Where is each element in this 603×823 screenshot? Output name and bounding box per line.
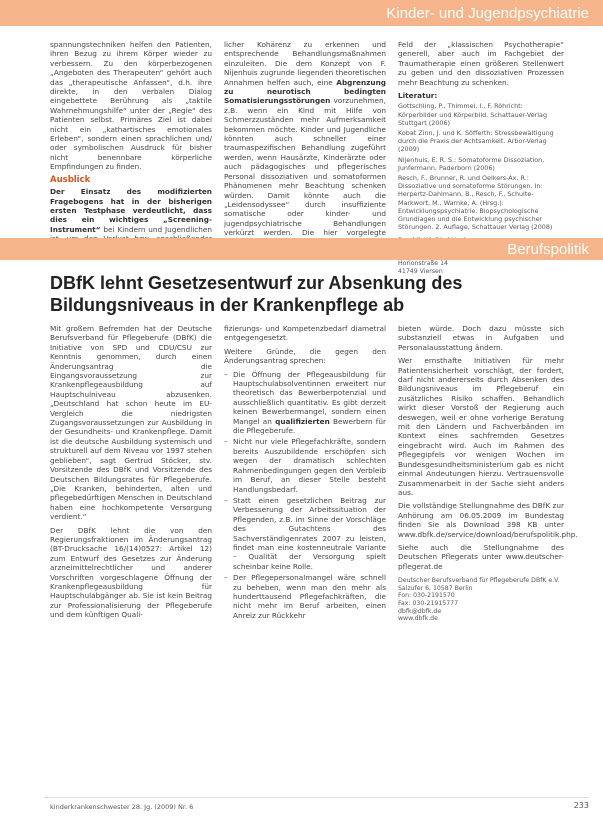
article-col2-paragraph-2: Weitere Gründe, die gegen den Änderungsantrag sprechen: [224, 346, 386, 366]
article-headline: DBfK lehnt Gesetzesentwurf zur Absenkung des Bildungsniveaus in der Krankenpflege ab [50, 273, 463, 315]
top-column-1 [50, 40, 212, 250]
address-line: 41749 Viersen [398, 267, 443, 275]
section-band-top [0, 0, 603, 26]
section-band-berufspolitik [0, 238, 603, 260]
literature-heading: Literatur: [398, 91, 438, 101]
address-line: Horionstraße 14 [398, 260, 448, 268]
address-line: Salzufer 6, 10587 Berlin [398, 584, 473, 592]
address-line: Fax: 030-21915777 [398, 599, 459, 607]
top-col2-paragraph-1: licher Kohärenz zu erkennen und entsprechende Behandlungsmaßnahmen einzuleiten. Die dem Konzept von F. Nijenhuis zugrunde liegenden theoretischen Annahmen helfen auch, eine Abgrenzung zu neurotisch bedingten Somatisierungsstörungen vorzunehmen, z.B. wenn ein Kind mit Hilfe von Schmerzzuständen mehr Aufmerksamkeit bekommen möchte. Kinder und Jugendliche könnten auch schneller einer traumaspezifischen Behandlung zugeführt werden, wenn Hausärzte, Kinderärzte oder auch pädagogisches und pflegerisches Personal dissoziativen und somatoformen Phänomenen mehr Beachtung schenken würden. Damit könnte auch die „Leidensodyssee“ durch insuffiziente somatische oder kinder- und jugendpsychiatrische Behandlungen verkürzt werden. Die hier vorgelegte [224, 40, 386, 238]
ausblick-heading: Ausblick [50, 174, 91, 185]
address-line: dbfk@dbfk.de [398, 607, 442, 615]
journal-citation: kinderkrankenschwester 28. Jg. (2009) Nr. 6 [50, 803, 194, 811]
literature-ref: Resch, F., Brunner, R. und Oelkers-Ax, R.: Dissoziative und somatoforme Störungen. In: Herpertz-Dahlmann, B., Resch, F., Schulte-Markwort, M., Warnke, A. (Hrsg.): Entwicklungspsychiatrie. Biopsychologische Grundlagen und die Entwicklung psychischer Störungen. 2. Auflage, Schattauer Verlag (2008) [398, 174, 553, 232]
article-column-2 [224, 324, 386, 794]
list-item: – Statt einen gesetzlichen Beitrag zur Verbesserung der Arbeitssituation der Pflegenden, z.B. im Sinne der Vorschläge des Gutachtens des Sachverständigenrates 2007 zu leisten, findet man eine kostenneutrale Variante – Qualität der Versorgung spielt scheinbar keine Rolle. [224, 496, 386, 571]
literature-ref: Nijenhuis, E. R. S.: Somatoforme Dissoziation, Junfermann, Paderborn (2006) [398, 155, 545, 172]
literature-list [398, 102, 564, 231]
top-col1-paragraph-1: spannungstechniken helfen den Patienten, ihren Bezug zu ihrem Körper wieder zu verbessern. Zu den körperbezogenen „Angeboten des Therapeuten“ gehört auch das „therapeutische Anfassen“, d.h. ihre direkte, in den verbalen Dialog eingebettete Berührung als „taktile Wahrnehmungshilfe“ unter der „Regie“ des Patienten selbst. Primäres Ziel ist dabei nicht ein „kathartisches emotionales Erleben“, sondern einen sprachlichen und/ oder symbolischen Ausdruck für bisher nicht benennbare körperliche Empfindungen zu finden. [50, 40, 212, 172]
article-col3-paragraph-4: Siehe auch die Stellungnahme des Deutschen Pflegerats unter www.deutscher-pflegerat.de [398, 542, 564, 571]
literature-ref: Gottschling, P., Thimmel, I., F. Röhricht: Körperbilder und Körperbild. Schattauer-Verlag Stuttgart (2006) [398, 102, 547, 127]
top-column-2 [224, 40, 386, 250]
article-column-1 [50, 324, 212, 794]
article-column-3 [398, 324, 578, 794]
page-footer [0, 797, 603, 823]
association-address [398, 577, 564, 623]
address-line: Deutscher Berufsverband für Pflegeberufe DBfK e.V. [398, 577, 560, 585]
address-line: www.dbfk.de [398, 615, 438, 623]
list-item: – Die Öffnung der Pflegeausbildung für Hauptschulabsolventinnen erweitert nur theoretisch das Bewerberpotenzial und ausschließlich quantitativ. Es gibt derzeit keinen Bewerbermangel, sondern einen Mangel an qualifizierten Bewerbern für die Pflegeberufe. [224, 370, 386, 436]
article-col3-paragraph-3: Die vollständige Stellungnahme des DBfK zur Anhörung am 06.05.2009 im Bundestag finden Sie als Download 398 KB unter www.dbfk.de/service/download/berufspolitik.php. [398, 501, 578, 539]
article-col1-paragraph-2: Der DBfK lehnt die von den Regierungsfraktionen im Änderungsantrag (BT-Drucksache 16/(14)0527: Artikel 12) zum Entwurf des Gesetzes zur Änderung arzneimittelrechtlicher und anderer Vorschriften vorgeschlagene Öffnung der Krankenpflegeausbildung für Hauptschulabgänger ab. Sie ist kein Beitrag zur Professionalisierung der Pflegeberufe und dem künftigen Quali- [50, 525, 212, 620]
literature-ref: Kobat Zinn, J. und K. Söfferth: Stressbewältigung durch die Praxis der Achtsamkeit. Arbor-Verlag (2009) [398, 129, 554, 154]
section-title-top: Kinder- und Jugendpsychiatrie [386, 5, 589, 22]
list-item: – Der Pflegepersonalmangel wäre schnell zu beheben, wenn man den mehr als hunderttausend Pflegefachkräften, die nicht mehr im Beruf arbeiten, einen Anreiz zur Rückkehr [224, 573, 386, 620]
footer-divider [44, 797, 589, 798]
article-col3-paragraph-2: Wer ernsthafte Initiativen für mehr Patientensicherheit vorschlägt, der fordert, darf nicht andererseits durch Absenken des Bildungsniveaus im Pflegeberuf ein zusätzliches Risiko schaffen. Behandlich wirkt dieser Vorstoß der Regierung auch deswegen, weil er ohne vorherige Beratung mit den Ländern und Fachverbänden im Kontext eines sachfremden Gesetzes eingebracht wird. Auch im Rahmen des Pflegegipfels vor wenigen Wochen im Bundesgesundheitsministerium gab es nicht einmal Andeutungen hierzu. Vertrauensvolle Zusammenarbeit in der Sache sieht anders aus. [398, 356, 564, 497]
section-title-berufspolitik: Berufspolitik [507, 241, 589, 258]
article-col2-paragraph-1: fizierungs- und Kompetenzbedarf diametral entgegengesetzt. [224, 324, 386, 343]
article-col1-paragraph-1: Mit großem Befremden hat der Deutsche Berufsverband für Pflegeberufe (DBfK) die Initiative von SPD und CDU/CSU zur Kenntnis genommen, durch einen Änderungsantrag die Eingangsvoraussetzung zur Krankenpflegeausbildung auf Hauptschulniveau abzusenken. „Deutschland hat schon heute im EU-Vergleich die niedrigsten Zugangsvoraussetzungen zur Ausbildung in der Gesundheits- und Krankenpflege. Damit ist die deutsche Ausbildung systemisch und strukturell auf dem Niveau vor 1997 stehen geblieben“, sagt Gertrud Stöcker, stv. Vorsitzende des DBfK und Vorsitzende des Deutschen Bildungsrates für Pflegeberufe. „Die Kranken, behinderten, alten und pflegebedürftigen Menschen in Deutschland haben eine hochkompetente Versorgung verdient.“ [50, 324, 212, 522]
reasons-list [224, 370, 386, 621]
address-line: Fon: 030-2191570 [398, 592, 455, 600]
page-number: 233 [573, 801, 589, 810]
list-item: – Nicht nur viele Pflegefachkräfte, sondern bereits Auszubildende erschöpfen sich wegen der dramatisch schlechten Rahmenbedingungen gegen den Verbleib im Beruf, an dieser Stelle besteht Handlungsbedarf. [224, 437, 386, 493]
top-col3-paragraph-1: Feld der „klassischen Psychotherapie“ generell, aber auch im Fachgebiet der Traumatherapie einen größeren Stellenwert zu geben und den dissoziativen Prozessen mehr Beachtung zu schenken. [398, 40, 564, 87]
article-col3-paragraph-1: bieten würde. Doch dazu müsste sich substanziell etwas in Aufgaben und Personalausstattung ändern. [398, 324, 564, 352]
top-col1-paragraph-2: Der Einsatz des modifizierten Fragebogens hat in der bisherigen ersten Testphase verdeutlicht, dass dies ein wichtiges „Screening-Instrument“ bei Kindern und Jugendlichen [50, 187, 212, 234]
